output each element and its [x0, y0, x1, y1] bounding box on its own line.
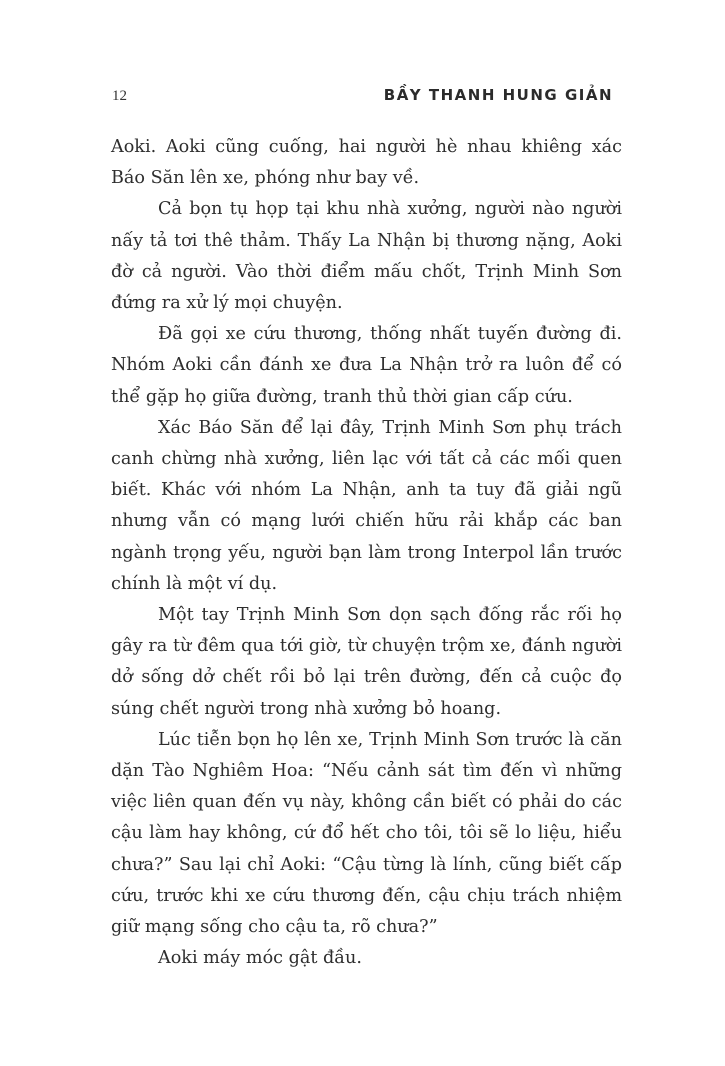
- paragraph: Cả bọn tụ họp tại khu nhà xưởng, người nào người nấy tả tơi thê thảm. Thấy La Nhận bị thương nặng, Aoki đờ cả người. Vào thời điểm mấu chốt, Trịnh Minh Sơn đứng ra xử lý mọi chuyện.: [111, 199, 622, 314]
- paragraph: Đã gọi xe cứu thương, thống nhất tuyến đường đi. Nhóm Aoki cần đánh xe đưa La Nhận trở ra luôn để có thể gặp họ giữa đường, tranh thủ thời gian cấp cứu.: [111, 324, 622, 407]
- page-number: 12: [112, 88, 127, 104]
- paragraph: Aoki máy móc gật đầu.: [158, 948, 362, 969]
- paragraph: Một tay Trịnh Minh Sơn dọn sạch đống rắc rối họ gây ra từ đêm qua tới giờ, từ chuyện trộm xe, đánh người dở sống dở chết rồi bỏ lại trên đường, đến cả cuộc đọ súng chết người trong nhà xưởng bỏ hoang.: [111, 605, 622, 719]
- paragraph: Lúc tiễn bọn họ lên xe, Trịnh Minh Sơn trước là căn dặn Tào Nghiêm Hoa: “Nếu cảnh sát tìm đến vì những việc liên quan đến vụ này, không cần biết có phải do các cậu làm hay không, cứ đổ hết cho tôi, tôi sẽ lo liệu, hiểu chưa?” Sau lại chỉ Aoki: “Cậu từng là lính, cũng biết cấp cứu, trước khi xe cứu thương đến, cậu chịu trách nhiệm giữ mạng sống cho cậu ta, rõ chưa?”: [111, 729, 622, 938]
- paragraph: Xác Báo Săn để lại đây, Trịnh Minh Sơn phụ trách canh chừng nhà xưởng, liên lạc với tất cả các mối quen biết. Khác với nhóm La Nhận, anh ta tuy đã giải ngũ nhưng vẫn có mạng lưới chiến hữu rải khắp các ban ngành trọng yếu, người bạn làm trong Interpol lần trước chính là một ví dụ.: [111, 417, 622, 594]
- book-title-header: BẦY THANH HUNG GIẢN: [383, 86, 613, 104]
- paragraph: Aoki. Aoki cũng cuống, hai người hè nhau khiêng xác Báo Săn lên xe, phóng như bay về.: [111, 137, 622, 189]
- body-text: [111, 132, 622, 974]
